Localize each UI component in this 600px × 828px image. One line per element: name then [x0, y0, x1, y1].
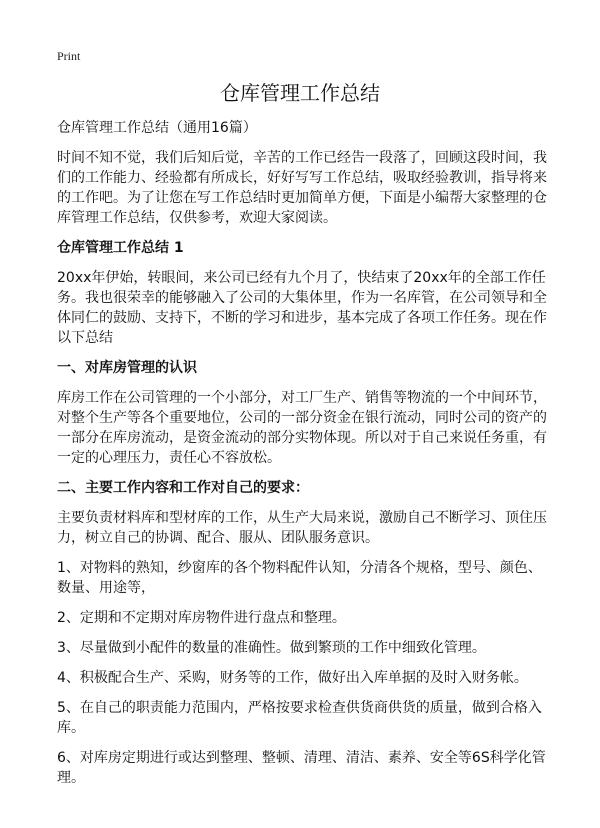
print-link[interactable]: Print — [57, 49, 81, 63]
paragraph: 库房工作在公司管理的一个小部分，对工厂生产、销售等物流的一个中间环节，对整个生产等各个重要地位，公司的一部分资金在银行流动，同时公司的资产的一部分在库房流动，是资金流动的部分实物体现。所以对于自己来说任务重，有一定的心理压力，责任心不容放松。 — [57, 390, 547, 466]
list-item: 5、在自己的职责能力范围内，严格按要求检查供货商供货的质量，做到合格入库。 — [57, 700, 542, 736]
paragraph: 主要负责材料库和型材库的工作，从生产大局来说，激励自己不断学习、顶住压力，树立自己的协调、配合、服从、团队服务意识。 — [57, 510, 547, 546]
list-item: 3、尽量做到小配件的数量的准确性。做到繁琐的工作中细致化管理。 — [57, 640, 486, 656]
subtitle: 仓库管理工作总结（通用16篇） — [57, 120, 257, 136]
subsection-heading: 一、对库房管理的认识 — [57, 360, 197, 376]
subsection-heading: 二、主要工作内容和工作对自己的要求： — [57, 480, 309, 496]
list-item: 1、对物料的熟知，纱窗库的各个物料配件认知，分清各个规格，型号、颜色、数量、用途等， — [57, 560, 542, 596]
document-body — [57, 118, 547, 798]
section-heading: 仓库管理工作总结 1 — [57, 240, 184, 256]
paragraph: 20xx年伊始，转眼间，来公司已经有九个月了，快结束了20xx年的全部工作任务。我也很荣幸的能够融入了公司的大集体里，作为一名库管，在公司领导和全体同仁的鼓励、支持下，不断的学习和进步，基本完成了各项工作任务。现在作以下总结 — [57, 270, 547, 346]
intro-paragraph: 时间不知不觉，我们后知后觉，辛苦的工作已经告一段落了，回顾这段时间，我们的工作能力、经验都有所成长，好好写写工作总结，吸取经验教训，指导将来的工作吧。为了让您在写工作总结时更加简单方便，下面是小编帮大家整理的仓库管理工作总结，仅供参考，欢迎大家阅读。 — [57, 150, 547, 226]
list-item: 4、积极配合生产、采购，财务等的工作，做好出入库单据的及时入财务帐。 — [57, 670, 528, 686]
list-item: 6、对库房定期进行或达到整理、整顿、清理、清洁、素养、安全等6S科学化管理。 — [57, 750, 546, 786]
page-title: 仓库管理工作总结 — [220, 81, 380, 105]
list-item: 2、定期和不定期对库房物件进行盘点和整理。 — [57, 610, 346, 626]
